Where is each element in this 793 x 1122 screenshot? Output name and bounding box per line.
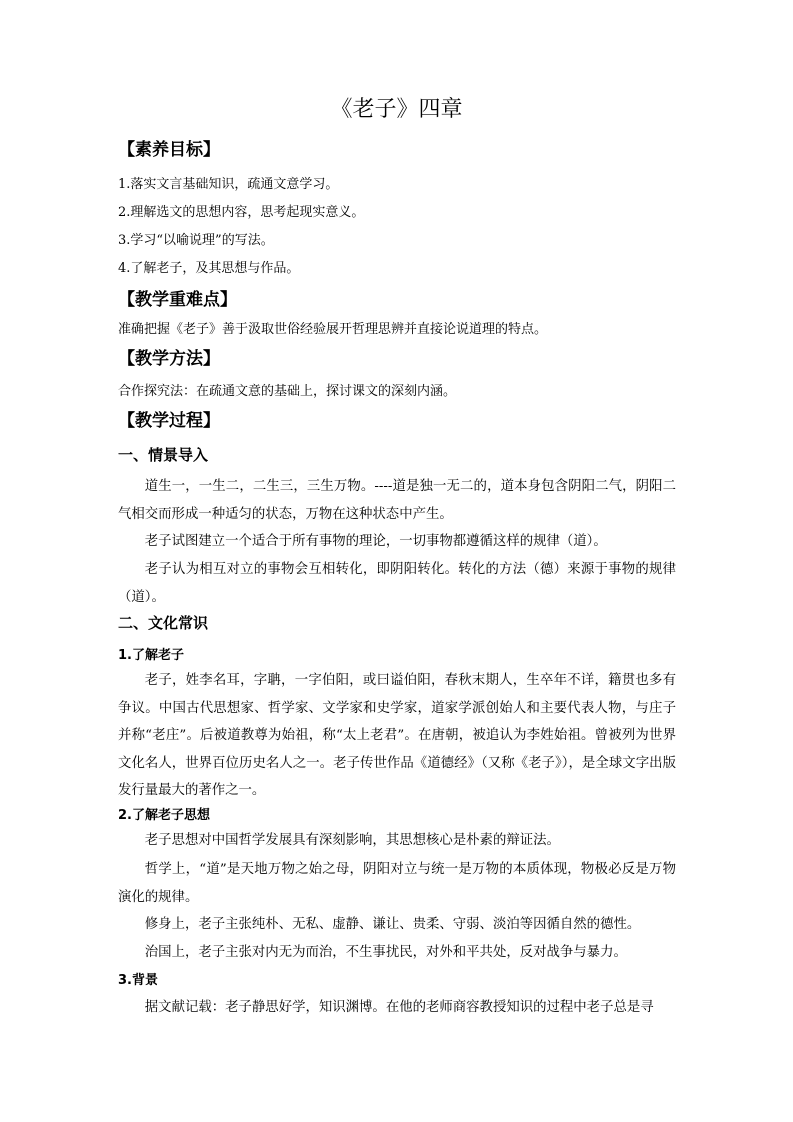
intro-paragraph: 道生一，一生二，二生三，三生万物。----道是独一无二的，道本身包含阴阳二气，阴阳二气相交而形成一种适匀的状态，万物在这种状态中产生。: [118, 479, 676, 522]
goal-item: 2.理解选文的思想内容，思考起现实意义。: [118, 205, 365, 220]
thought-paragraph: 治国上，老子主张对内无为而治，不生事扰民，对外和平共处，反对战争与暴力。: [144, 945, 627, 960]
goal-item: 3.学习“以喻说理”的写法。: [118, 233, 274, 248]
laozi-paragraph: 老子，姓李名耳，字聃，一字伯阳，或曰谥伯阳，春秋末期人，生卒年不详，籍贯也多有争议。中国古代思想家、哲学家、文学家和史学家，道家学派创始人和主要代表人物，与庄子并称“老庄”。后被道教尊为始祖，称“太上老君”。在唐朝，被追认为李姓始祖。曾被列为世界文化名人，世界百位历史名人之一。老子传世作品《道德经》（又称《老子》），是全球文字出版发行量最大的著作之一。: [118, 673, 676, 798]
subheading-thought: 2.了解老子思想: [118, 808, 210, 823]
intro-paragraph: 老子认为相互对立的事物会互相转化，即阴阳转化。转化的方法（德）来源于事物的规律（道）。: [118, 562, 676, 605]
section-heading-methods: 【教学方法】: [118, 349, 220, 369]
goal-item: 4.了解老子，及其思想与作品。: [118, 261, 300, 276]
section-heading-process: 【教学过程】: [118, 411, 220, 431]
section-heading-goals: 【素养目标】: [118, 140, 220, 160]
subheading-background: 3.背景: [118, 973, 158, 988]
thought-paragraph: 哲学上，“道”是天地万物之始之母，阴阳对立与统一是万物的本质体现，物极必反是万物演化的规律。: [118, 862, 676, 905]
intro-paragraph: 老子试图建立一个适合于所有事物的理论，一切事物都遵循这样的规律（道）。: [144, 534, 607, 549]
section-heading-key-points: 【教学重难点】: [118, 290, 237, 310]
background-paragraph: 据文献记载：老子静思好学，知识渊博。在他的老师商容教授知识的过程中老子总是寻: [144, 1000, 654, 1015]
part-heading-culture: 二、文化常识: [118, 614, 209, 632]
goal-item: 1.落实文言基础知识，疏通文意学习。: [118, 177, 339, 192]
subheading-laozi: 1.了解老子: [118, 648, 184, 663]
part-heading-intro: 一、情景导入: [118, 446, 209, 464]
thought-paragraph: 老子思想对中国哲学发展具有深刻影响，其思想核心是朴素的辩证法。: [144, 833, 560, 848]
thought-paragraph: 修身上，老子主张纯朴、无私、虚静、谦让、贵柔、守弱、淡泊等因循自然的德性。: [144, 917, 641, 932]
page-title: 《老子》四章: [330, 97, 463, 122]
key-points-text: 准确把握《老子》善于汲取世俗经验展开哲理思辨并直接论说道理的特点。: [118, 322, 548, 337]
methods-text: 合作探究法：在疏通文意的基础上，探讨课文的深刻内涵。: [118, 384, 457, 399]
